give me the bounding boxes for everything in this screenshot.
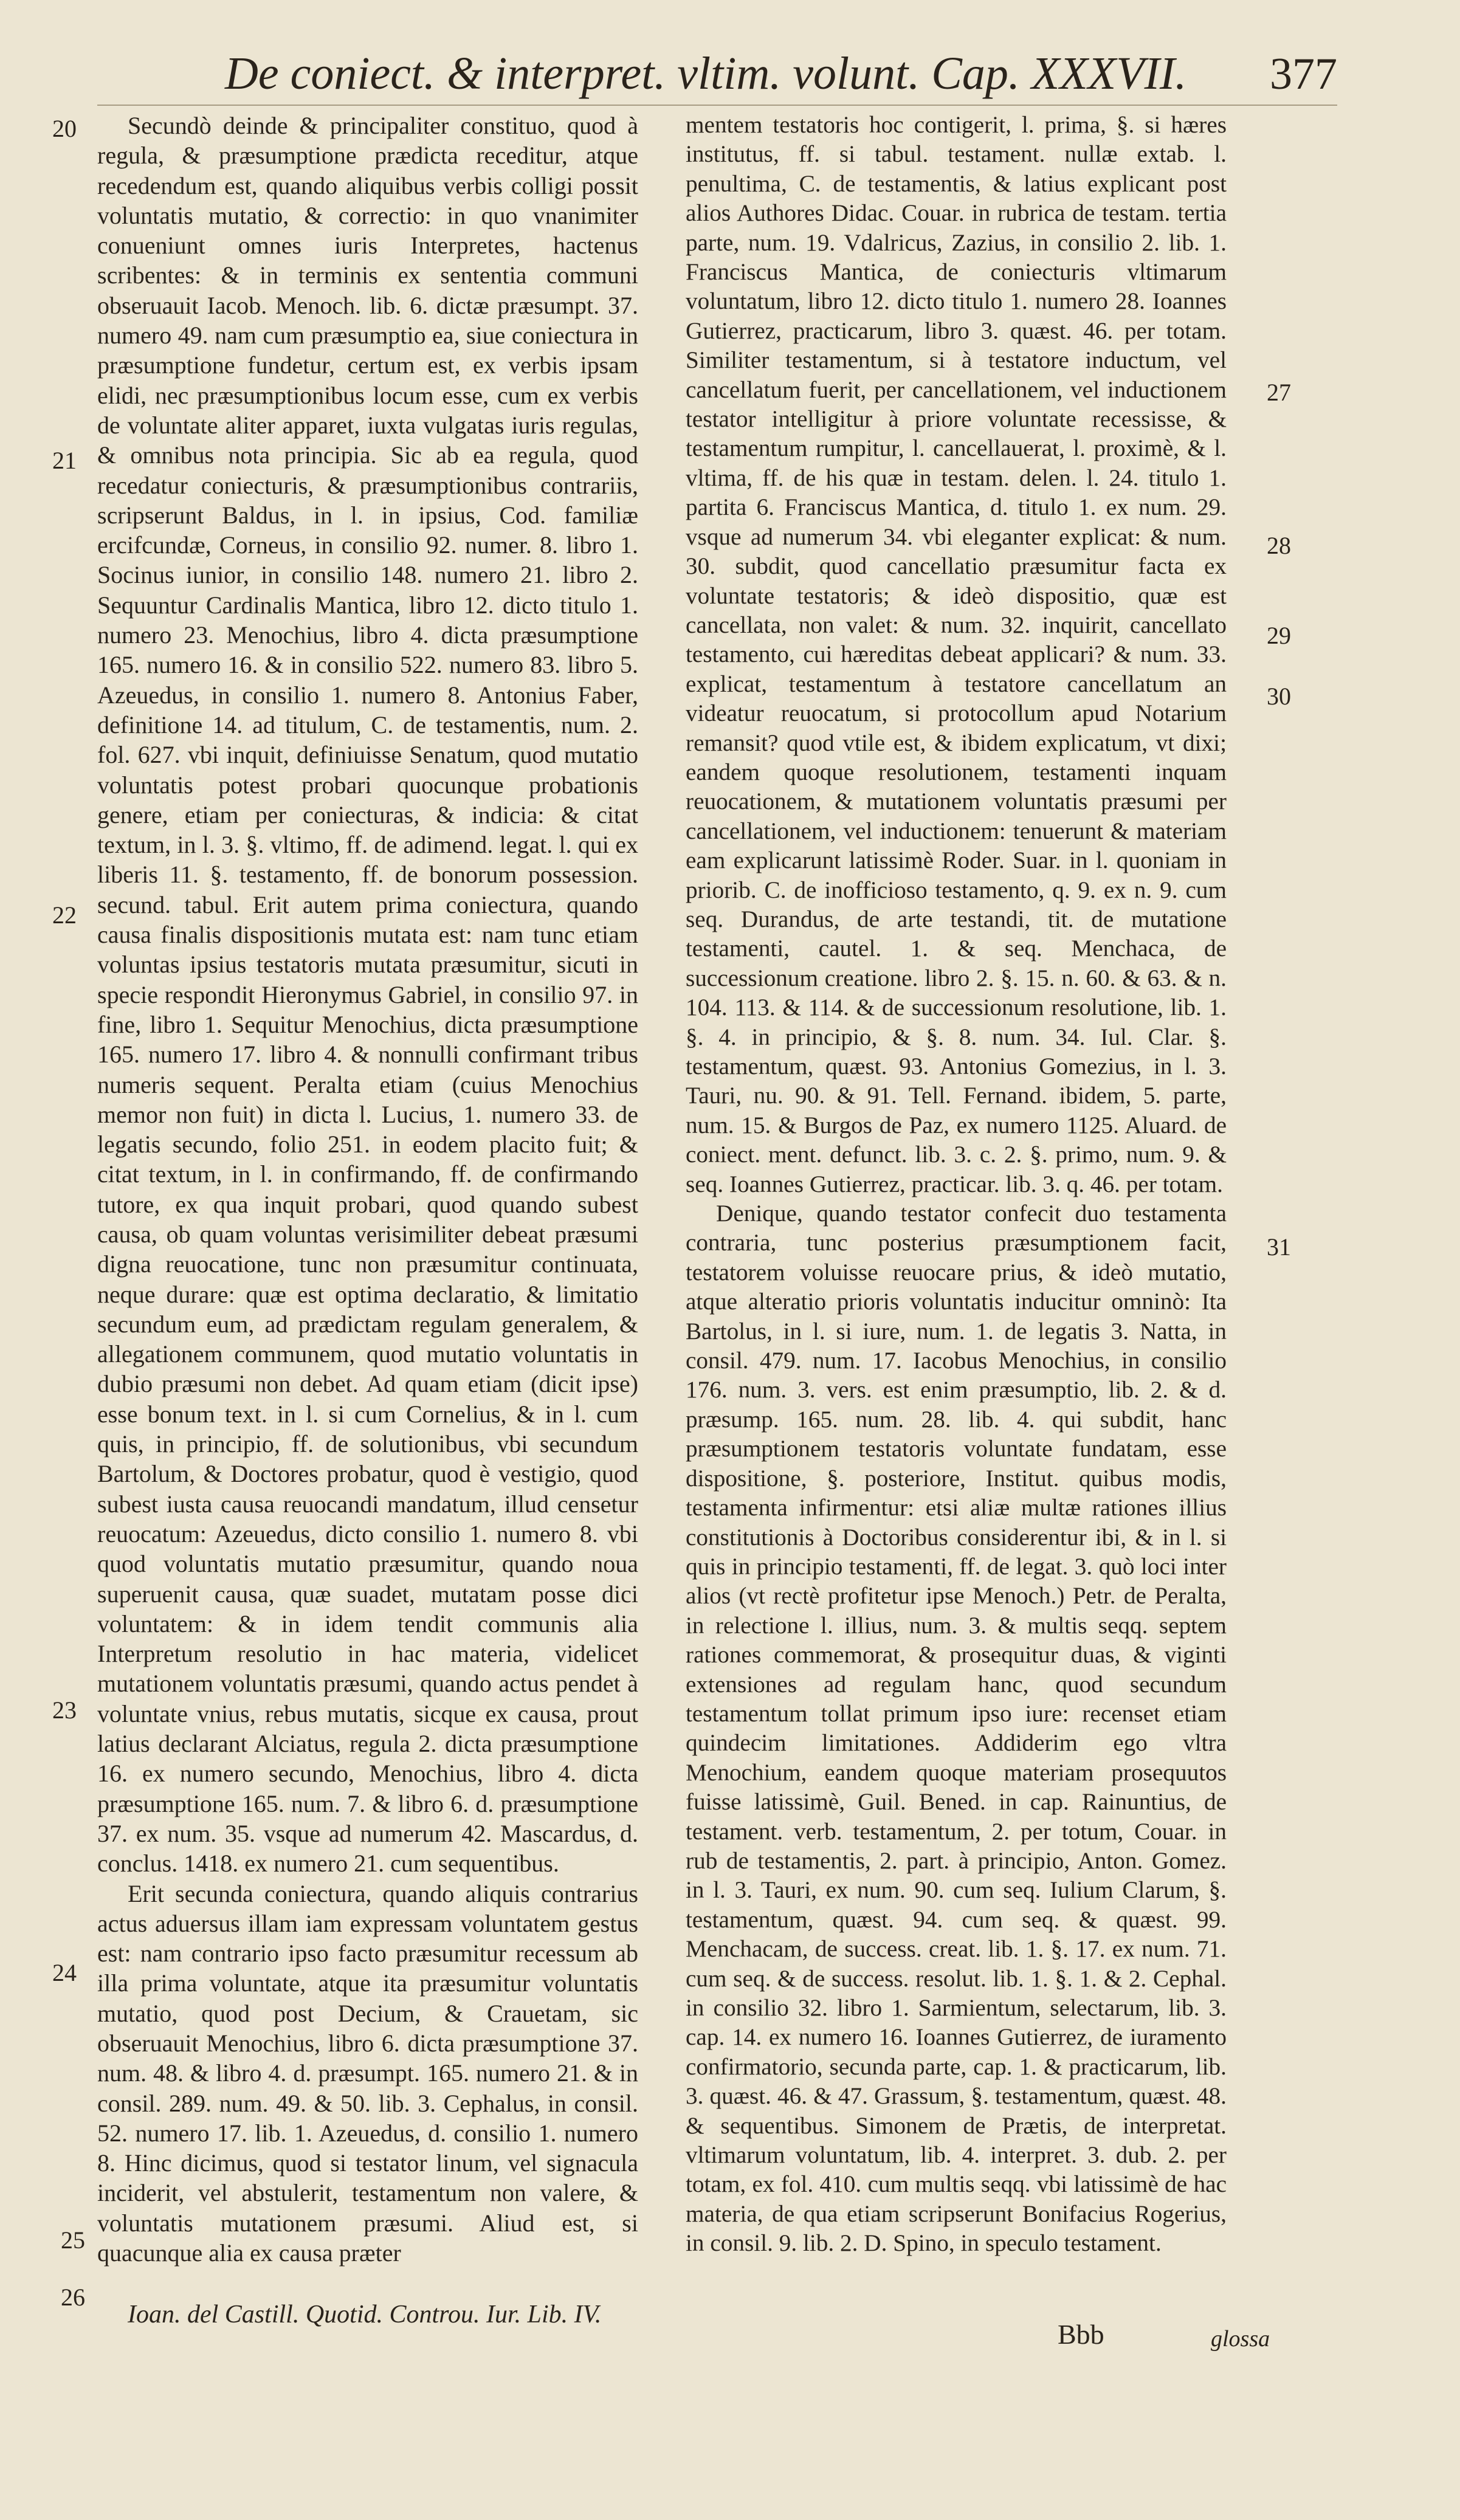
right-paragraph-1: mentem testatoris hoc contigerit, l. prima, §. si hæres institutus, ff. si tabul. testament. nullæ extab. l. penultima, C. de testamentis, & latius explicant post alios Authores Didac. Couar. in rubrica de testam. tertia parte, num. 19. Vdalricus, Zazius, in consilio 2. lib. 1. Franciscus Mantica, de coniecturis vltimarum voluntatum, libro 12. dicto titulo 1. numero 28. Ioannes Gutierrez, practicarum, libro 3. quæst. 46. per totam. Similiter testamentum, si à testatore inductum, vel cancellatum fuerit, per cancellationem, vel inductionem testator intelligitur à priore voluntate recessisse, & testamentum rumpitur, l. cancellauerat, l. proximè, & l. vltima, ff. de his quæ in testam. delen. l. 24. titulo 1. partita 6. Franciscus Mantica, d. titulo 1. ex num. 29. vsque ad numerum 34. vbi eleganter explicat: & num. 30. subdit, quod cancellatio præsumitur facta ex voluntate testatoris; & ideò dispositio, quæ est cancellata, non valet: & num. 32. inquirit, cancellato testamento, cui hæreditas debeat applicari? & num. 33. explicat, testamentum à testatore cancellatum an videatur reuocatum, si protocollum apud Notarium remansit? quod vtile est, & ibidem explicatum, vt dixi; eandem quoque resolutionem, testamenti inquam reuocationem, & mutationem voluntatis præsumi per cancellationem, vel inductionem: tenuerunt & materiam eam explicarunt latissimè Roder. Suar. in l. quoniam in priorib. C. de inofficioso testamento, q. 9. ex n. 9. cum seq. Durandus, de arte testandi, tit. de mutatione testamenti, cautel. 1. & seq. Menchaca, de successionum creatione. libro 2. §. 15. n. 60. & 63. & n. 104. 113. & 114. & de successionum resolutione, lib. 1. §. 4. in principio, & §. 8. num. 34. Iul. Clar. §. testamentum, quæst. 93. Antonius Gomezius, in l. 3. Tauri, nu. 90. & 91. Tell. Fernand. ibidem, 5. parte, num. 15. & Burgos de Paz, ex numero 1125. Aluard. de coniect. ment. defunct. lib. 3. c. 2. §. primo, num. 9. & seq. Ioannes Gutierrez, practicar. lib. 3. q. 46. per totam. (686, 112, 1227, 1197)
page-header (225, 47, 1337, 108)
catchword: glossa (1211, 2326, 1270, 2352)
margin-number-22: 22 (52, 901, 77, 929)
margin-number-26: 26 (61, 2284, 85, 2311)
page-number: 377 (1270, 49, 1337, 99)
footer-reference: Ioan. del Castill. Quotid. Controu. Iur. Lib. IV. (128, 2301, 602, 2329)
margin-number-29: 29 (1267, 622, 1291, 649)
margin-number-23: 23 (52, 1696, 77, 1724)
header-rule (97, 105, 1337, 106)
margin-number-21: 21 (52, 447, 77, 474)
margin-number-31: 31 (1267, 1233, 1291, 1261)
margin-number-25: 25 (61, 2226, 85, 2254)
margin-number-24: 24 (52, 1959, 77, 1986)
right-text-column (686, 111, 1227, 2259)
signature-mark: Bbb (1058, 2319, 1104, 2350)
margin-number-27: 27 (1267, 379, 1291, 406)
right-paragraph-2: Denique, quando testator confecit duo testamenta contraria, tunc posterius præsumptionem facit, testatorem voluisse reuocare prius, & ideò mutatio, atque alteratio prioris voluntatis inducitur omninò: Ita Bartolus, in l. si iure, num. 1. de legatis 3. Natta, in consil. 479. num. 17. Iacobus Menochius, in consilio 176. num. 3. vers. est enim præsumptio, lib. 2. & d. præsump. 165. num. 28. lib. 4. qui subdit, hanc præsumptionem testatoris voluntate fundatam, esse dispositione, §. posteriore, Institut. quibus modis, testamenta infirmentur: etsi aliæ multæ rationes illius constitutionis à Doctoribus considerentur ibi, & in l. si quis in principio testamenti, ff. de legat. 3. quò loci inter alios (vt rectè profitetur ipse Menoch.) Petr. de Peralta, in relectione l. illius, num. 3. & multis seqq. septem rationes commemorat, & prosequitur duas, & viginti extensiones ad regulam hanc, quod secundum testamentum tollat primum ipso iure: recenset etiam quindecim limitationes. Addiderim ego vltra Menochium, eandem quoque materiam prosequutos fuisse latissimè, Guil. Bened. in cap. Rainuntius, de testament. verb. testamentum, 2. per totum, Couar. in rub de testamentis, 2. part. à principio, Anton. Gomez. in l. 3. Tauri, ex num. 90. cum seq. Iulium Clarum, §. testamentum, quæst. 94. cum seq. & quæst. 99. Menchacam, de success. creat. lib. 1. §. 17. ex num. 71. cum seq. & de success. resolut. lib. 1. §. 1. & 2. Cephal. in consilio 32. libro 1. Sarmientum, selectarum, lib. 3. cap. 14. ex numero 16. Ioannes Gutierrez, de iuramento confirmatorio, secunda parte, cap. 1. & practicarum, lib. 3. quæst. 46. & 47. Grassum, §. testamentum, quæst. 48. & sequentibus. Simonem de Prætis, de interpretat. vltimarum voluntatum, lib. 4. interpret. 3. dub. 2. per totam, ex fol. 410. cum multis seqq. vbi latissimè de hac materia, de qua etiam scripserunt Bonifacius Rogerius, in consil. 9. lib. 2. D. Spino, in speculo testament. (686, 1200, 1227, 2257)
margin-number-30: 30 (1267, 683, 1291, 710)
left-text-column (97, 111, 638, 2268)
margin-number-28: 28 (1267, 532, 1291, 559)
left-paragraph-1: Secundò deinde & principaliter constituo, quod à regula, & præsumptione prædicta receditur, atque recedendum est, quando aliquibus verbis colligi possit voluntatis mutatio, & correctio: in quo vnanimiter conueniunt omnes iuris Interpretes, hactenus scribentes: & in terminis ex sententia communi obseruauit Iacob. Menoch. lib. 6. dictæ præsumpt. 37. numero 49. nam cum præsumptio ea, siue coniectura in præsumptione fundetur, certum est, ex verbis ipsam elidi, nec præsumptionibus locum esse, cum ex verbis de voluntate aliter apparet, iuxta vulgatas iuris regulas, & omnibus nota principia. Sic ab ea regula, quod recedatur coniecturis, & præsumptionibus contrariis, scripserunt Baldus, in l. in ipsius, Cod. familiæ ercifcundæ, Corneus, in consilio 92. numer. 8. libro 1. Socinus iunior, in consilio 148. numero 21. libro 2. Sequuntur Cardinalis Mantica, libro 12. dicto titulo 1. numero 23. Menochius, libro 4. dicta præsumptione 165. numero 16. & in consilio 522. numero 83. libro 5. Azeuedus, in consilio 1. numero 8. Antonius Faber, definitione 14. ad titulum, C. de testamentis, num. 2. fol. 627. vbi inquit, definiuisse Senatum, quod mutatio voluntatis potest probari quocunque probationis genere, etiam per coniecturas, & indicia: & citat textum, in l. 3. §. vltimo, ff. de adimend. legat. l. qui ex liberis 11. §. testamento, ff. de bonorum possession. secund. tabul. Erit autem prima coniectura, quando causa finalis dispositionis mutata est: nam tunc etiam voluntas ipsius testatoris mutata præsumitur, sicuti in specie respondit Hieronymus Gabriel, in consilio 97. in fine, libro 1. Sequitur Menochius, dicta præsumptione 165. numero 17. libro 4. & nonnulli confirmant tribus numeris sequent. Peralta etiam (cuius Menochius memor non fuit) in dicta l. Lucius, 1. numero 33. de legatis secundo, folio 251. in eodem placito fuit; & citat textum, in l. in confirmando, ff. de confirmando tutore, ex qua inquit probari, quod quando subest causa, ob quam voluntas verisimiliter debeat præsumi digna reuocatione, tunc non præsumitur continuata, neque durare: quæ est optima declaratio, & limitatio secundum eum, ad prædictam regulam generalem, & allegationem communem, quod mutatio voluntatis in dubio præsumi non debet. Ad quam etiam (dicit ipse) esse bonum text. in l. si cum Cornelius, & in l. cum quis, in principio, ff. de solutionibus, vbi secundum Bartolum, & Doctores probatur, quod è vestigio, quod subest iusta causa reuocandi mandatum, illud censetur reuocatum: Azeuedus, dicto consilio 1. numero 8. vbi quod voluntatis mutatio præsumitur, quando noua superuenit causa, quæ suadet, mutatam posse dici voluntatem: & in idem tendit communis alia Interpretum resolutio in hac materia, videlicet mutationem voluntatis præsumi, quando actus pendet à voluntate vnius, rebus mutatis, sicque ex causa, prout latius declarant Alciatus, regula 2. dicta præsumptione 16. ex numero secundo, Menochius, libro 4. dicta præsumptione 165. num. 7. & libro 6. d. præsumptione 37. ex num. 35. vsque ad numerum 42. Mascardus, d. conclus. 1418. ex numero 21. cum sequentibus. (97, 112, 638, 1878)
running-title: De coniect. & interpret. vltim. volunt. Cap. XXXVII. (225, 48, 1187, 99)
left-paragraph-2: Erit secunda coniectura, quando aliquis contrarius actus aduersus illam iam expressam voluntatem gestus est: nam contrario ipso facto præsumitur recessum ab illa prima voluntate, atque ita præsumitur voluntatis mutatio, quod post Decium, & Crauetam, sic obseruauit Menochius, libro 6. dicta præsumptione 37. num. 48. & libro 4. d. præsumpt. 165. numero 21. & in consil. 289. num. 49. & 50. lib. 3. Cephalus, in consil. 52. numero 17. lib. 1. Azeuedus, d. consilio 1. numero 8. Hinc dicimus, quod si testator linum, vel signacula inciderit, vel abstulerit, testamentum non valere, & voluntatis mutationem præsumi. Aliud est, si quacunque alia ex causa præter (97, 1879, 638, 2267)
margin-number-20: 20 (52, 115, 77, 142)
